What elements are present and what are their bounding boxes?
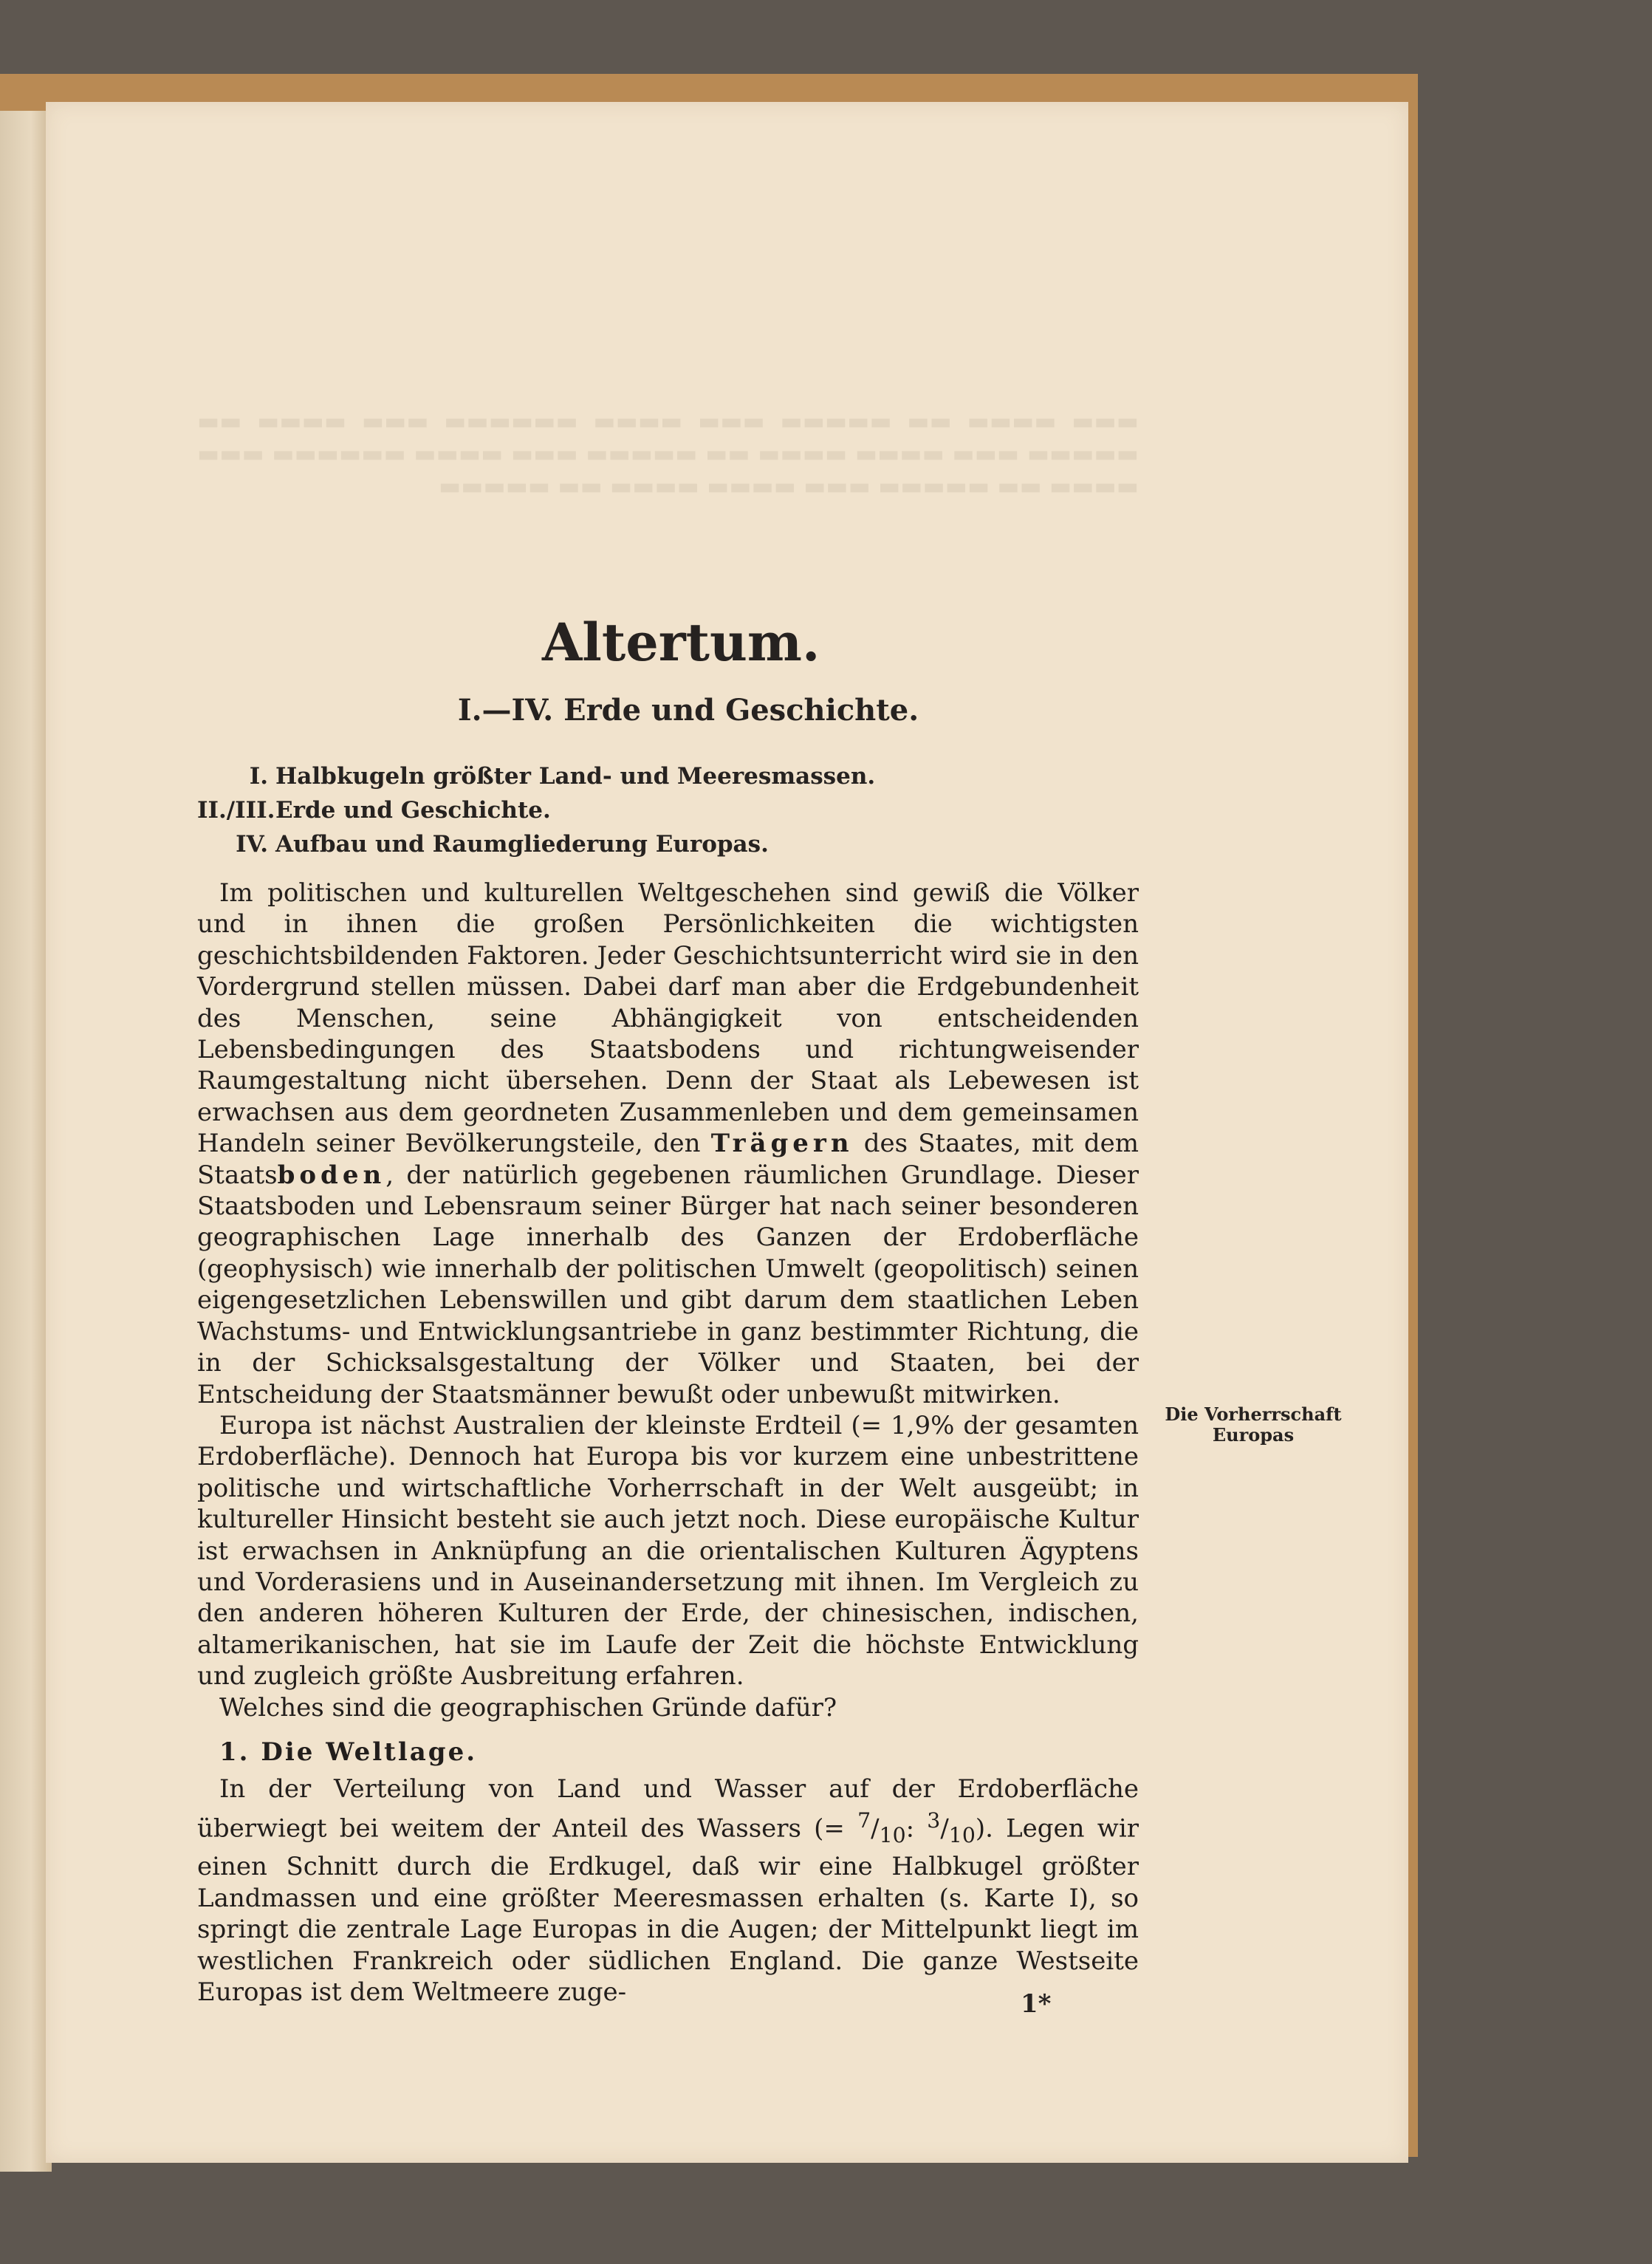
marginal-note xyxy=(1165,1404,1342,1446)
fraction-denominator: 10 xyxy=(948,1822,976,1847)
bleed-through-texture: ▬▬▬ ▬▬▬▬ ▬▬ ▬▬▬▬▬ ▬▬▬ ▬▬▬▬ ▬▬▬▬▬▬ ▬▬▬ ▬▬▬▬ ▬▬ ▬▬▬▬▬ ▬▬▬ ▬▬▬▬ ▬▬▬▬ ▬▬ ▬▬▬▬▬ ▬▬▬ ▬▬▬▬ ▬▬▬▬▬▬ ▬▬▬ ▬▬▬▬ ▬▬ ▬▬▬▬▬ ▬▬▬ ▬▬▬▬ ▬▬▬▬ ▬▬ ▬▬▬▬▬ xyxy=(197,407,1139,500)
contents-numeral: I. xyxy=(249,763,268,790)
paragraph xyxy=(197,878,1139,1410)
book-page xyxy=(46,102,1408,2163)
signature-mark: 1* xyxy=(1021,1989,1052,2019)
text-run: des Staates, mit dem Staats xyxy=(197,1129,1139,1190)
text-run: In der Verteilung von Land und Wasser auf der Erdoberfläche überwiegt bei weitem der Anteil des Wassers (= xyxy=(197,1774,1139,1844)
chapter-contents xyxy=(197,759,876,861)
chapter-title: Altertum. xyxy=(542,612,820,673)
text-run: , der natürlich gegebenen räumlichen Grundlage. Dieser Staatsboden und Lebensraum seiner Bürger hat nach seiner besonderen geographischen Lage innerhalb des Ganzen der Erdoberfläche (geophysisch) wie innerhalb der politischen Umwelt (geopolitisch) seinen eigengesetzlichen Lebenswillen und gibt darum dem staatlichen Leben Wachstums- und Entwicklungsantriebe in ganz bestimmter Richtung, die in der Schicksalsgestaltung der Völker und Staaten, bei der Entscheidung der Staatsmänner bewußt oder unbewußt mitwirken. xyxy=(197,1160,1139,1409)
text-run: ). Legen wir einen Schnitt durch die Erdkugel, daß wir eine Halbkugel größter Landmassen und eine größter Meeresmassen erhalten (s. Karte I), so springt die zentrale Lage Europas in die Augen; der Mittelpunkt liegt im westlichen Frankreich oder südlichen England. Die ganze Westseite Europas ist dem Weltmeere zuge- xyxy=(197,1813,1139,2007)
emphasis-text: boden xyxy=(277,1160,386,1190)
contents-numeral: II./III. xyxy=(197,797,275,824)
section-heading: 1. Die Weltlage. xyxy=(219,1737,478,1767)
contents-text: Aufbau und Raumgliederung Europas. xyxy=(275,831,769,858)
paragraph: Europa ist nächst Australien der kleinste Erdteil (= 1,9% der gesamten Erdoberfläche). Dennoch hat Europa bis vor kurzem eine unbestrittene politische und wirtschaftliche Vorherrschaft in der Welt ausgeübt; in kultureller Hinsicht besteht sie auch jetzt noch. Diese europäische Kultur ist erwachsen in Anknüpfung an die orientalischen Kulturen Ägyptens und Vorderasiens und in Auseinandersetzung mit ihnen. Im Vergleich zu den anderen höheren Kulturen der Erde, der chinesischen, indischen, altamerikanischen, hat sie im Laufe der Zeit die höchste Entwicklung und zugleich größte Ausbreitung erfahren. xyxy=(197,1410,1139,1692)
fraction-numerator: 7 xyxy=(857,1808,871,1833)
marginal-note-line: Europas xyxy=(1212,1424,1295,1446)
paragraph: In der Verteilung von Land und Wasser auf der Erdoberfläche überwiegt bei weitem der Anteil des Wassers (= $^7/_{10}$: $^3/_{10}$). Legen wir einen Schnitt durch die Erdkugel, daß wir eine Halbkugel größter Landmassen und eine größter Meeresmassen erhalten (s. Karte I), so springt die zentrale Lage Europas in die Augen; der Mittelpunkt liegt im westlichen Frankreich oder südlichen England. Die ganze Westseite Europas ist dem Weltmeere zuge- xyxy=(197,1774,1139,2007)
contents-item xyxy=(197,759,876,793)
chapter-subtitle: I.—IV. Erde und Geschichte. xyxy=(457,693,919,728)
contents-numeral: IV. xyxy=(236,831,268,858)
left-page-edge xyxy=(0,111,52,2172)
text-run: Im politischen und kulturellen Weltgeschehen sind gewiß die Völker und in ihnen die großen Persönlichkeiten die wichtigsten geschichtsbildenden Faktoren. Jeder Geschichtsunterricht wird sie in den Vordergrund stellen müssen. Dabei darf man aber die Erdgebundenheit des Menschen, seine Abhängigkeit von entscheidenden Lebensbedingungen des Staatsbodens und richtungweisender Raumgestaltung nicht übersehen. Denn der Staat als Lebewesen ist erwachsen aus dem geordneten Zusammenleben und dem gemeinsamen Handeln seiner Bevölkerungsteile, den xyxy=(197,878,1139,1159)
ratio-separator: : xyxy=(905,1813,915,1844)
body-text xyxy=(197,878,1139,2008)
fraction-denominator: 10 xyxy=(879,1822,906,1847)
paragraph: Welches sind die geographischen Gründe dafür? xyxy=(219,1692,837,1723)
contents-item xyxy=(197,827,862,861)
fraction-numerator: 3 xyxy=(927,1808,941,1833)
contents-text: Halbkugeln größter Land- und Meeresmassen. xyxy=(275,763,876,790)
emphasis-text: Trägern xyxy=(710,1129,854,1159)
contents-text: Erde und Geschichte. xyxy=(275,797,551,824)
contents-item xyxy=(197,793,862,827)
marginal-note-line: Die Vorherrschaft xyxy=(1165,1403,1342,1425)
